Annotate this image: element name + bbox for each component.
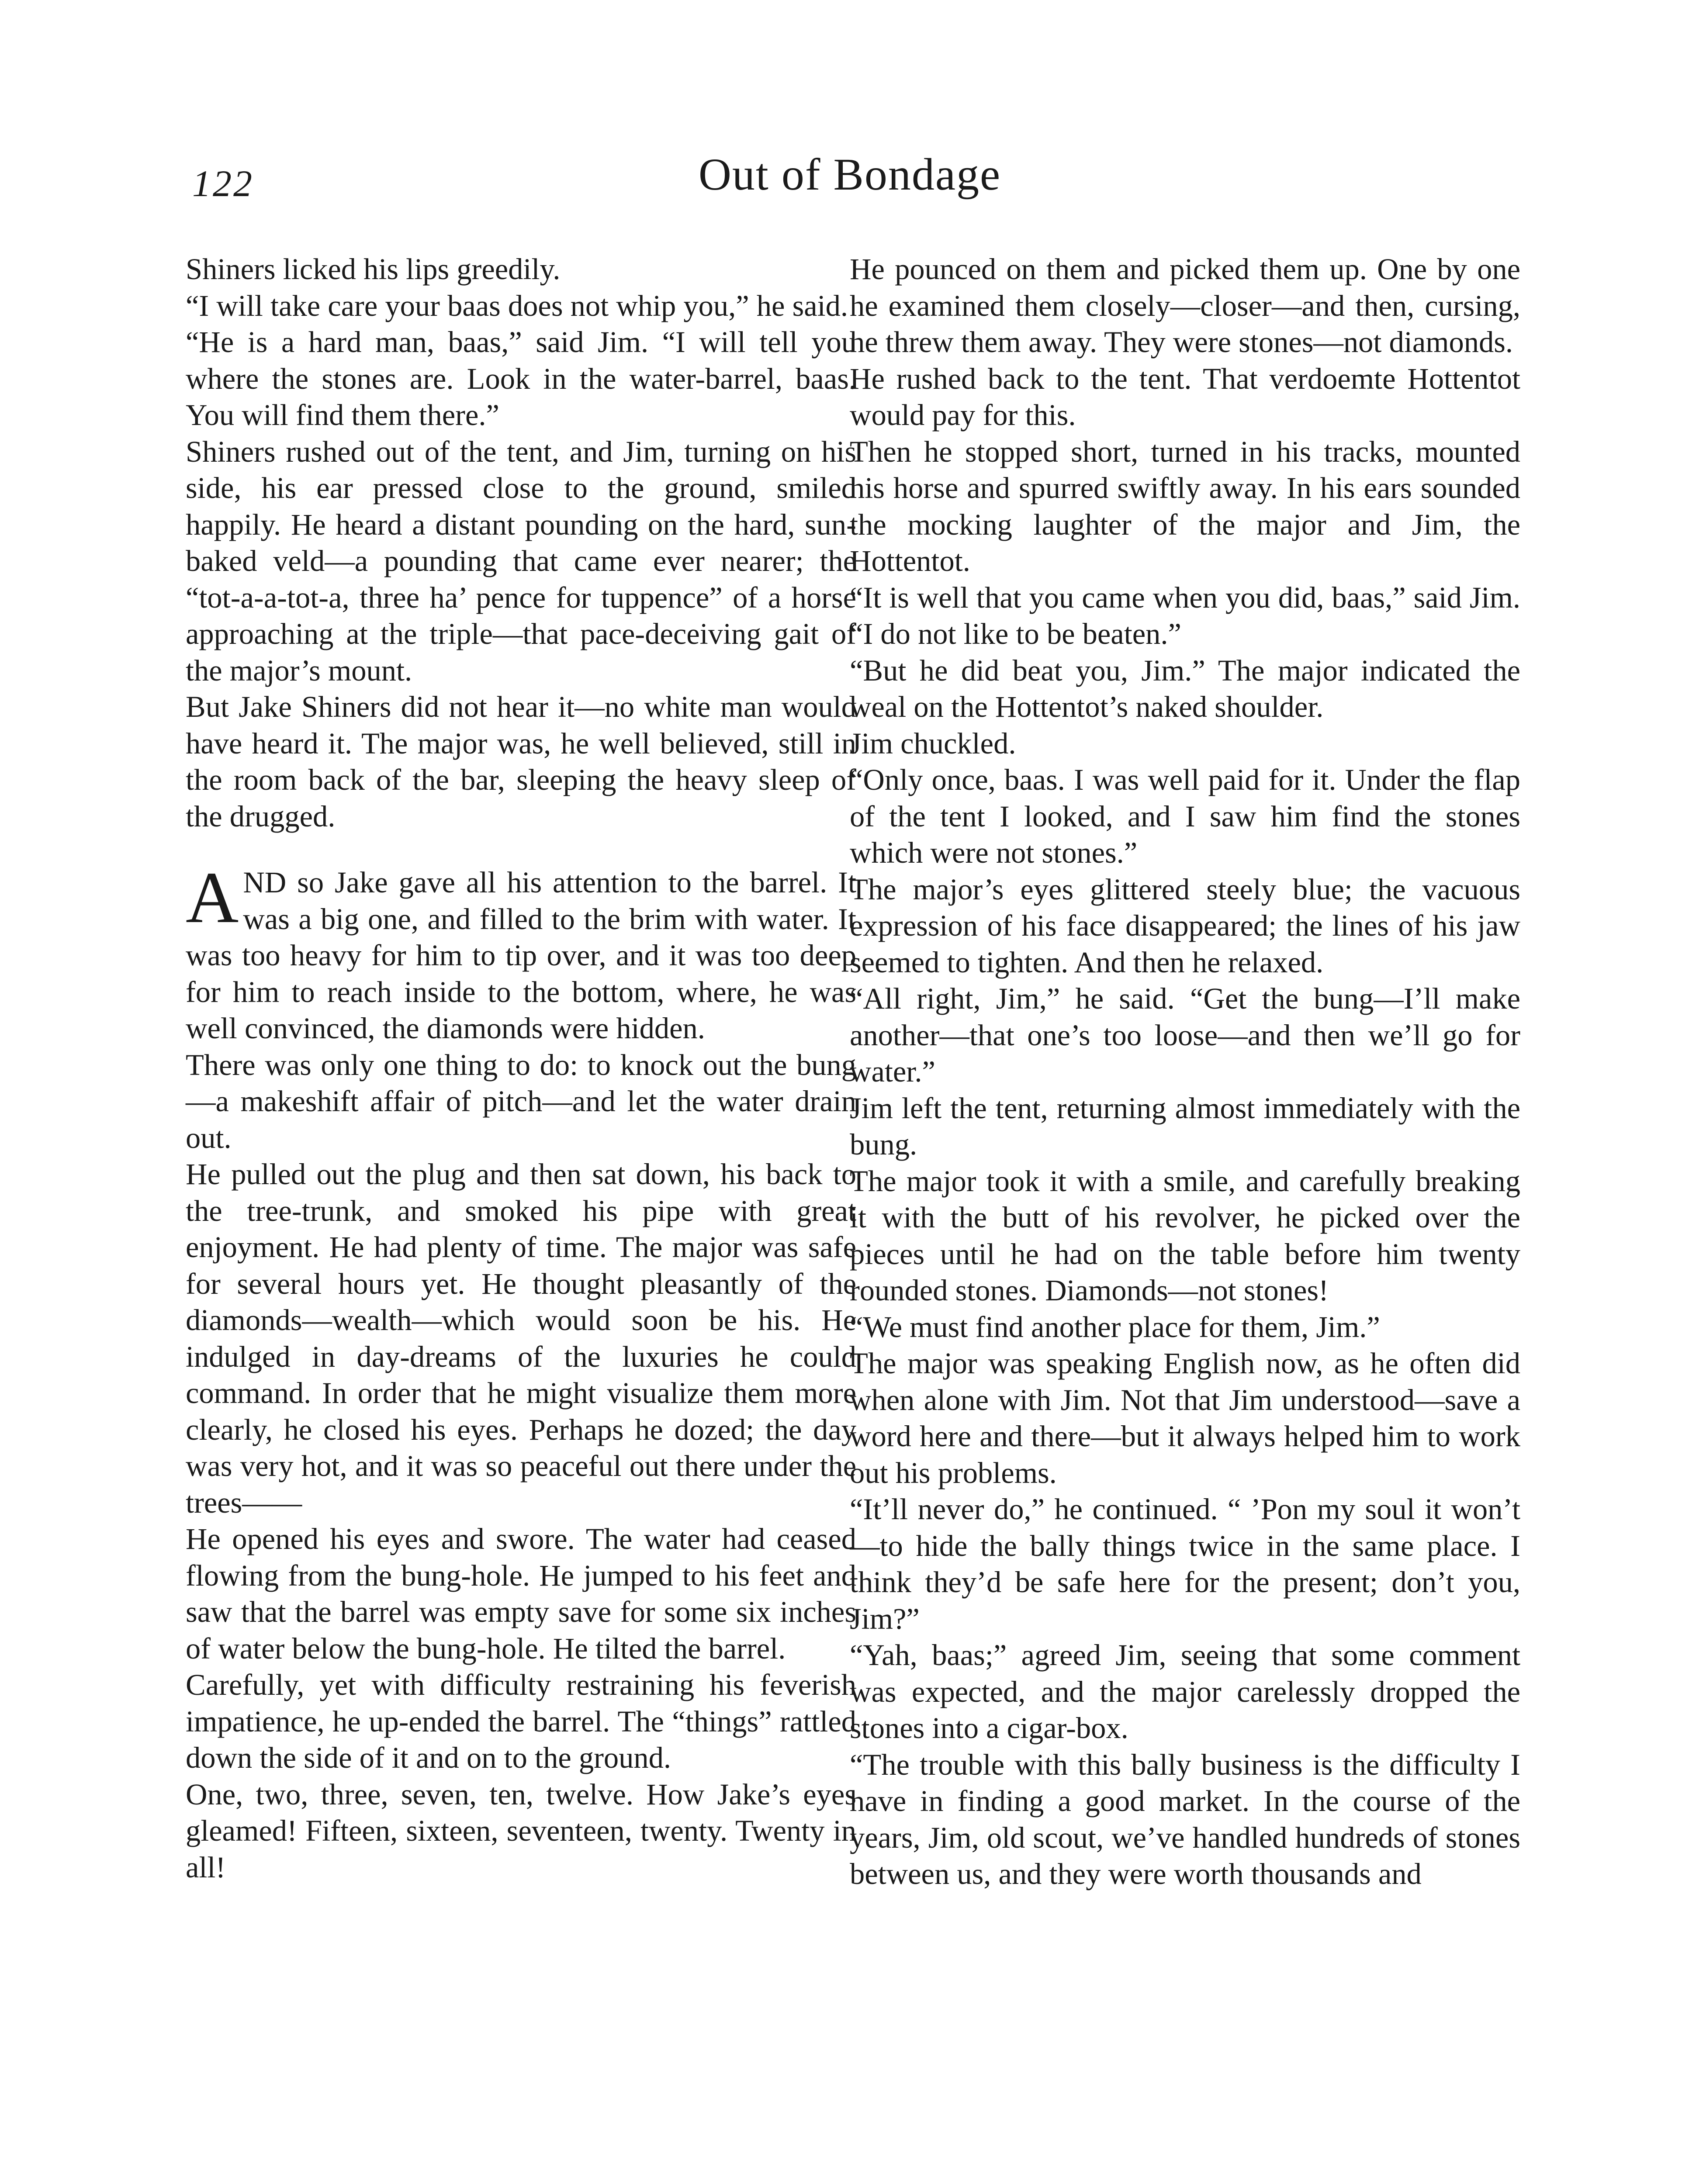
page-header xyxy=(192,149,1507,214)
paragraph: “The trouble with this bally business is the difficulty I have in finding a good market. In the course of the years, Jim, old scout, we’ve handled hundreds of stones between us, and they were worth thousands and xyxy=(850,1748,1520,1890)
paragraph: Shiners rushed out of the tent, and Jim, turning on his side, his ear pressed close to the ground, smiled happily. He heard a distant pounding on the hard, sun-baked veld—a pounding that came ever nearer; the “tot-a-a-tot-a, three ha’ pence for tuppence” of a horse approaching at the triple—that pace-deceiving gait of the major’s mount. xyxy=(186,435,856,687)
paragraph: He pounced on them and picked them up. One by one he examined them closely—closer—and then, cursing, he threw them away. They were stones—not diamonds. xyxy=(850,252,1520,359)
left-column xyxy=(186,251,856,1886)
paragraph: “Only once, baas. I was well paid for it. Under the flap of the tent I looked, and I saw him find the stones which were not stones.” xyxy=(850,763,1520,869)
paragraph: There was only one thing to do: to knock out the bung—a makeshift affair of pitch—and let the water drain out. xyxy=(186,1048,856,1154)
running-head: Out of Bondage xyxy=(698,149,1001,200)
paragraph: “It’ll never do,” he continued. “ ’Pon my soul it won’t—to hide the bally things twice in the same place. I think they’d be safe here for the present; don’t you, Jim?” xyxy=(850,1493,1520,1635)
drop-cap: A xyxy=(186,857,239,938)
paragraph: “He is a hard man, baas,” said Jim. “I will tell you where the stones are. Look in the water-barrel, baas. You will find them there.” xyxy=(186,325,856,432)
paragraph: “Yah, baas;” agreed Jim, seeing that some comment was expected, and the major carelessly dropped the stones into a cigar-box. xyxy=(850,1638,1520,1745)
page-number: 122 xyxy=(192,162,254,204)
paragraph: But Jake Shiners did not hear it—no white man would have heard it. The major was, he well believed, still in the room back of the bar, sleeping the heavy sleep of the drugged. xyxy=(186,690,856,833)
paragraph: “We must find another place for them, Jim.” xyxy=(850,1310,1380,1344)
paragraph: Jim left the tent, returning almost immediately with the bung. xyxy=(850,1091,1520,1161)
paragraph: He rushed back to the tent. That verdoemte Hottentot would pay for this. xyxy=(850,362,1520,432)
section-opening-paragraph xyxy=(186,857,856,1047)
paragraph: Jim chuckled. xyxy=(850,726,1016,760)
paragraph: “It is well that you came when you did, baas,” said Jim. “I do not like to be beaten.” xyxy=(850,581,1520,650)
paragraph: Then he stopped short, turned in his tracks, mounted his horse and spurred swiftly away. In his ears sounded the mocking laughter of the major and Jim, the Hottentot. xyxy=(850,435,1520,577)
paragraph: One, two, three, seven, ten, twelve. How Jake’s eyes gleamed! Fifteen, sixteen, seventeen, twenty. Twenty in all! xyxy=(186,1777,856,1884)
section-opening-text: ND so Jake gave all his attention to the barrel. It was a big one, and filled to the brim with water. It was too heavy for him to tip over, and it was too deep for him to reach inside to the bottom, where, he was well convinced, the diamonds were hidden. xyxy=(186,866,856,1045)
paragraph: The major took it with a smile, and carefully breaking it with the butt of his revolver, he picked over the pieces until he had on the table before him twenty rounded stones. Diamonds—not stones! xyxy=(850,1164,1520,1307)
right-column xyxy=(850,251,1520,1893)
paragraph: The major’s eyes glittered steely blue; the vacuous expression of his face disappeared; the lines of his jaw seemed to tighten. And then he relaxed. xyxy=(850,872,1520,979)
paragraph: “All right, Jim,” he said. “Get the bung—I’ll make another—that one’s too loose—and then we’ll go for water.” xyxy=(850,982,1520,1088)
paragraph: He opened his eyes and swore. The water had ceased flowing from the bung-hole. He jumped to his feet and saw that the barrel was empty save for some six inches of water below the bung-hole. He tilted the barrel. xyxy=(186,1522,856,1665)
paragraph: “But he did beat you, Jim.” The major indicated the weal on the Hottentot’s naked shoulder. xyxy=(850,653,1520,723)
paragraph: Carefully, yet with difficulty restraining his feverish impatience, he up-ended the barrel. The “things” rattled down the side of it and on to the ground. xyxy=(186,1668,856,1774)
paragraph: The major was speaking English now, as he often did when alone with Jim. Not that Jim understood—save a word here and there—but it always helped him to work out his problems. xyxy=(850,1347,1520,1489)
paragraph: He pulled out the plug and then sat down, his back to the tree-trunk, and smoked his pipe with great enjoyment. He had plenty of time. The major was safe for several hours yet. He thought pleasantly of the diamonds—wealth—which would soon be his. He indulged in day-dreams of the luxuries he could command. In order that he might visualize them more clearly, he closed his eyes. Perhaps he dozed; the day was very hot, and it was so peaceful out there under the trees—— xyxy=(186,1158,856,1519)
paragraph: “I will take care your baas does not whip you,” he said. xyxy=(186,289,848,322)
paragraph: Shiners licked his lips greedily. xyxy=(186,252,561,286)
